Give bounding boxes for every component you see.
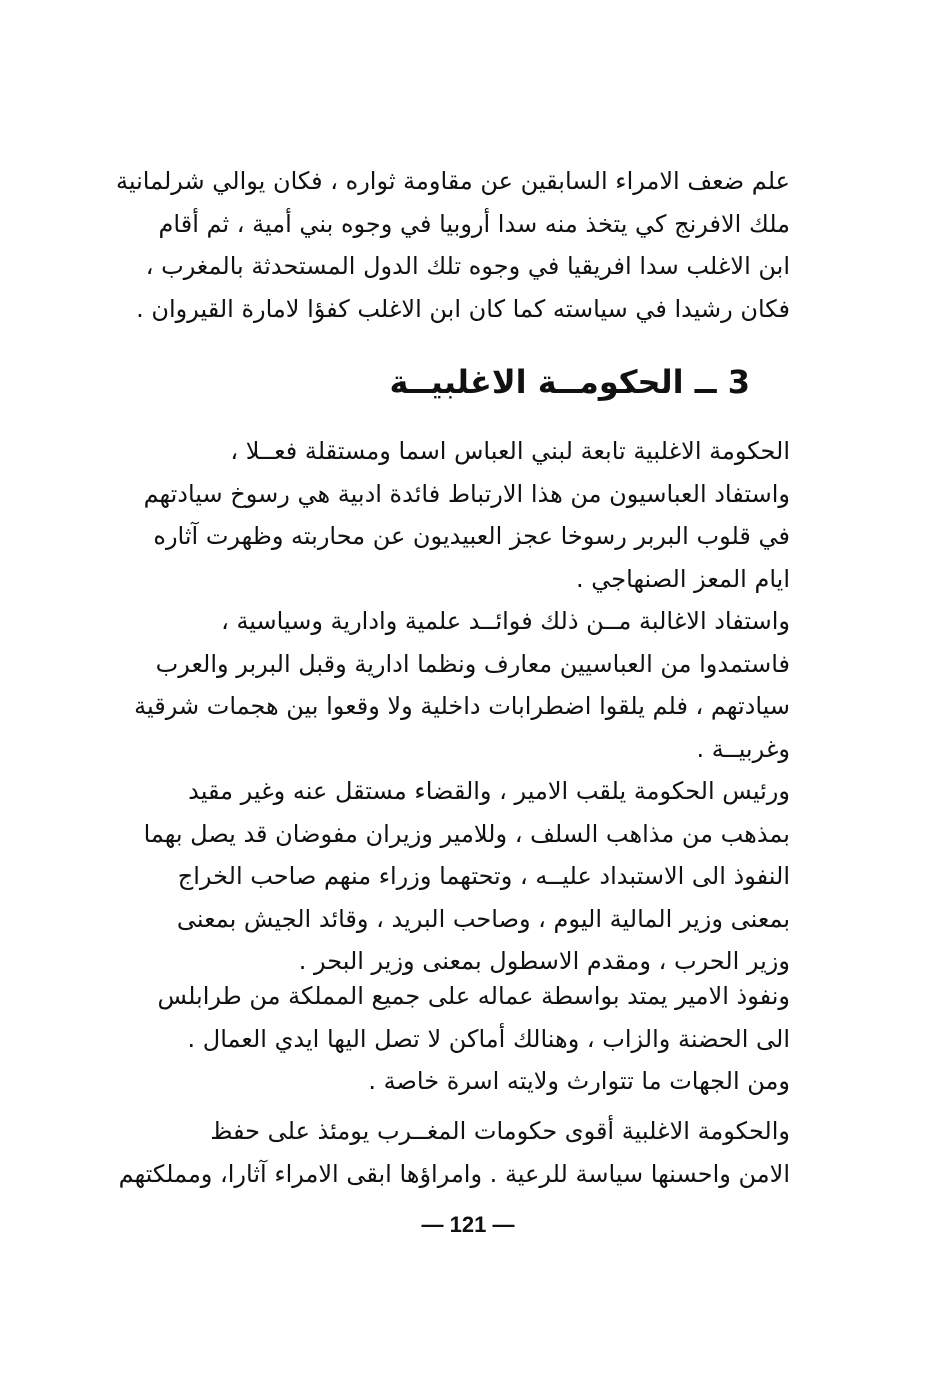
text-line: ملك الافرنج كي يتخذ منه سدا أروبيا في وجوه بني أمية ، ثم أقام — [158, 209, 790, 238]
text-line: علم ضعف الامراء السابقين عن مقاومة ثواره ، فكان يوالي شرلمانية — [115, 167, 790, 195]
text-line: بمذهب من مذاهب السلف ، وللامير وزيران مفوضان قد يصل بهما — [143, 819, 790, 848]
text-line: ورئيس الحكومة يلقب الامير ، والقضاء مستقل عنه وغير مقيد — [188, 777, 790, 805]
text-line: وغربيــة . — [696, 734, 790, 763]
text-line: النفوذ الى الاستبداد عليــه ، وتحتهما وزراء منهم صاحب الخراج — [177, 862, 790, 890]
text-line: واستفاد الاغالبة مــن ذلك فوائــد علمية وادارية وسياسية ، — [221, 607, 790, 635]
paragraph-5 — [118, 1110, 790, 1195]
text-line: ومن الجهات ما تتوارث ولايته اسرة خاصة . — [368, 1067, 790, 1095]
text-line: الامن واحسنها سياسة للرعية . وامراؤها ابقى الامراء آثارا، ومملكتهم — [118, 1159, 790, 1188]
paragraph-intro — [115, 160, 790, 330]
text-line: ابن الاغلب سدا افريقيا في وجوه تلك الدول المستحدثة بالمغرب ، — [145, 252, 790, 280]
text-line: ونفوذ الامير يمتد بواسطة عماله على جميع المملكة من طرابلس — [157, 982, 790, 1010]
text-line: فاستمدوا من العباسيين معارف ونظما ادارية وقبل البربر والعرب — [155, 649, 790, 678]
text-line: الى الحضنة والزاب ، وهنالك أماكن لا تصل اليها ايدي العمال . — [187, 1024, 790, 1053]
text-line: بمعنى وزير المالية اليوم ، وصاحب البريد ، وقائد الجيش بمعنى — [176, 904, 790, 933]
text-line: فكان رشيدا في سياسته كما كان ابن الاغلب كفؤا لامارة القيروان . — [136, 294, 790, 323]
text-line: الحكومة الاغلبية تابعة لبني العباس اسما ومستقلة فعــلا ، — [230, 437, 790, 465]
text-line: ايام المعز الصنهاجي . — [576, 564, 790, 593]
text-line: وزير الحرب ، ومقدم الاسطول بمعنى وزير البحر . — [298, 947, 790, 975]
text-line: سيادتهم ، فلم يلقوا اضطرابات داخلية ولا وقعوا بين هجمات شرقية — [134, 692, 790, 720]
paragraph-2 — [134, 600, 790, 770]
text-line: واستفاد العباسيون من هذا الارتباط فائدة ادبية هي رسوخ سيادتهم — [143, 479, 790, 508]
text-line: والحكومة الاغلبية أقوى حكومات المغــرب يومئذ على حفظ — [210, 1117, 790, 1145]
page-number: — 121 — — [421, 1212, 515, 1237]
text-line: في قلوب البربر رسوخا عجز العبيديون عن محاربته وظهرت آثاره — [153, 522, 790, 550]
section-heading: 3 ــ الحكومــة الاغلبيــة — [389, 363, 750, 401]
paragraph-3 — [143, 770, 790, 983]
paragraph-4 — [150, 975, 790, 1103]
paragraph-1 — [143, 430, 790, 600]
